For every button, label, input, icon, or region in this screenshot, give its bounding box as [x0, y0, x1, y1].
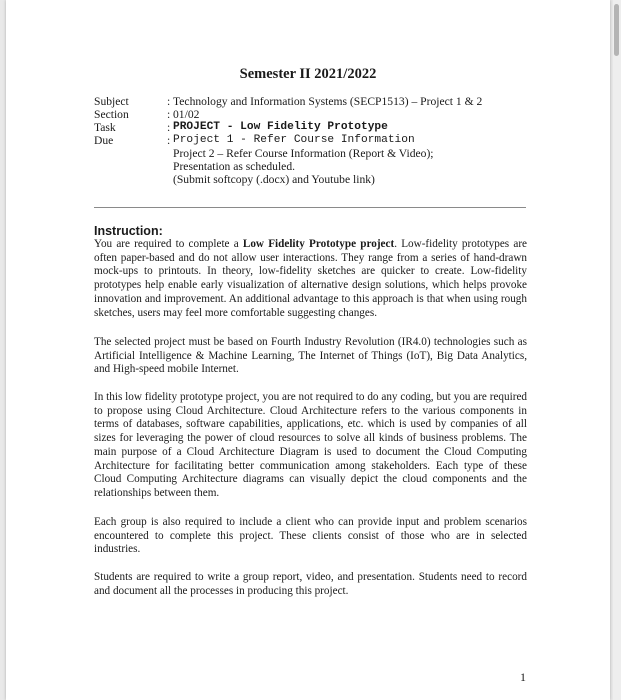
subject-row: Subject : Technology and Information Systems (SECP1513) – Project 1 & 2 — [94, 95, 483, 108]
due-label: Due — [94, 134, 114, 147]
section-label: Section — [94, 108, 129, 121]
due-line-2: Project 2 – Refer Course Information (Report & Video); — [173, 147, 434, 160]
instruction-heading: Instruction: — [94, 224, 163, 238]
course-info-block — [94, 95, 482, 186]
subject-value: Technology and Information Systems (SECP1513) – Project 1 & 2 — [173, 95, 483, 108]
task-label: Task — [94, 121, 116, 134]
task-value: PROJECT - Low Fidelity Prototype — [173, 121, 388, 133]
subject-label: Subject — [94, 95, 129, 108]
horizontal-divider — [94, 207, 526, 208]
due-line-3: Presentation as scheduled. — [173, 160, 296, 173]
section-value: 01/02 — [173, 108, 200, 121]
page-title: Semester II 2021/2022 — [239, 66, 377, 82]
section-row: Section : 01/02 — [94, 108, 200, 121]
scrollbar-thumb[interactable] — [614, 4, 619, 56]
document-page — [6, 0, 610, 700]
due-line-4: (Submit softcopy (.docx) and Youtube link) — [173, 173, 375, 186]
task-row: Task : PROJECT - Low Fidelity Prototype — [94, 121, 388, 134]
instruction-paragraph-4: Each group is also required to include a client who can provide input and problem scenarios encountered to complete this project. These clients consist of those who are in selected industries. — [94, 516, 527, 556]
instruction-paragraph-1: You are required to complete a Low Fidelity Prototype project. Low-fidelity prototypes are often paper-based and do not allow user interactions. They range from a series of hand-drawn mock-ups to printouts. In theory, low-fidelity sketches are quicker to create. Low-fidelity prototypes help enable early visualization of alternative design solutions, which helps provoke innovation and improvement. An additional advantage to this approach is that when using rough sketches, users may feel more comfortable suggesting changes. — [94, 238, 528, 319]
instruction-paragraph-3: In this low fidelity prototype project, you are not required to do any coding, but you are required to propose using Cloud Architecture. Cloud Architecture refers to the various components in terms of databases, software capabilities, applications, etc. which is used by companies of all sizes for leveraging the power of cloud resources to solve all kinds of business problems. The main purpose of a Cloud Architecture Diagram is used to document the Cloud Computing Architecture for facilitating better communication among stakeholders. Each type of these Cloud Computing Architecture diagrams can visually depict the cloud components and the relationships between them. — [94, 391, 527, 499]
project-name-emphasis: Low Fidelity Prototype project — [242, 238, 395, 250]
due-line-1: Project 1 - Refer Course Information — [173, 134, 415, 146]
due-row: Due : Project 1 - Refer Course Information — [94, 134, 415, 147]
instruction-paragraph-5: Students are required to write a group report, video, and presentation. Students need to record and document all the processes in producing this project. — [94, 571, 527, 597]
page-number: 1 — [520, 670, 526, 684]
instruction-paragraph-2: The selected project must be based on Fourth Industry Revolution (IR4.0) technologies such as Artificial Intelligence & Machine Learning, The Internet of Things (IoT), Big Data Analytics, and High-speed mobile Internet. — [94, 336, 527, 376]
vertical-scrollbar[interactable] — [613, 0, 621, 700]
